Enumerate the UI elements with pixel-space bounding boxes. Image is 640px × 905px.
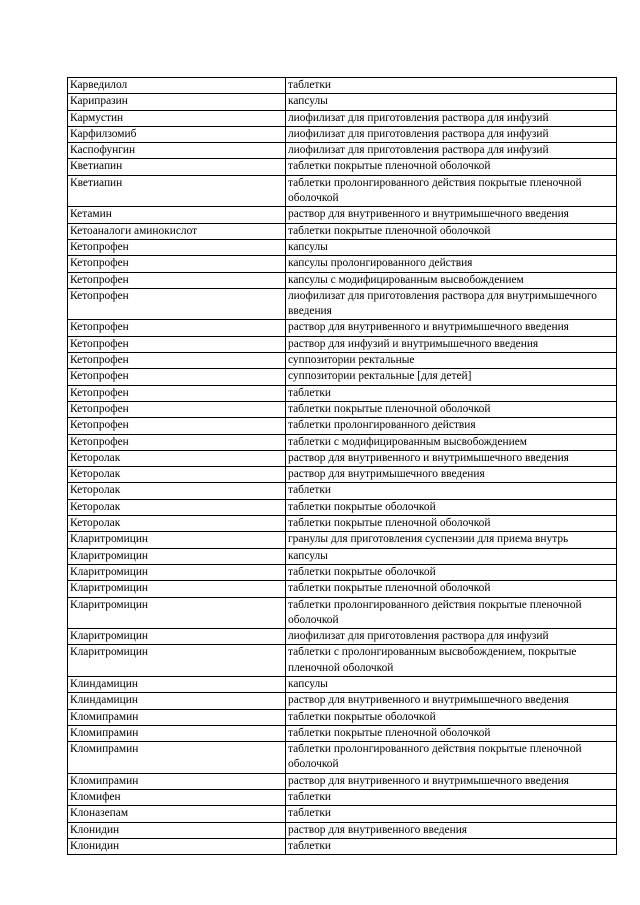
drug-name-cell: Кетамин	[68, 207, 286, 223]
drug-name-cell: Клиндамицин	[68, 693, 286, 709]
table-row	[68, 676, 617, 692]
table-row	[68, 223, 617, 239]
table-row	[68, 629, 617, 645]
drug-name-cell: Кетопрофен	[68, 336, 286, 352]
table-row	[68, 725, 617, 741]
drug-name-cell: Кларитромицин	[68, 532, 286, 548]
drug-name-cell: Кеторолак	[68, 499, 286, 515]
table-row	[68, 693, 617, 709]
dosage-form-cell: таблетки покрытые пленочной оболочкой	[286, 725, 617, 741]
dosage-form-cell: капсулы	[286, 239, 617, 255]
dosage-form-cell: таблетки	[286, 385, 617, 401]
dosage-form-cell: суппозитории ректальные	[286, 353, 617, 369]
drug-name-cell: Клонидин	[68, 822, 286, 838]
dosage-form-cell: лиофилизат для приготовления раствора для внутримышечного введения	[286, 288, 617, 320]
drug-name-cell: Кларитромицин	[68, 629, 286, 645]
table-row	[68, 256, 617, 272]
dosage-form-cell: таблетки с пролонгированным высвобождением, покрытые пленочной оболочкой	[286, 645, 617, 677]
table-row	[68, 742, 617, 774]
dosage-form-cell: таблетки пролонгированного действия покрытые пленочной оболочкой	[286, 175, 617, 207]
drug-name-cell: Кетопрофен	[68, 288, 286, 320]
dosage-form-cell: раствор для внутривенного и внутримышечного введения	[286, 320, 617, 336]
table-row	[68, 418, 617, 434]
table-row	[68, 320, 617, 336]
dosage-form-cell: таблетки покрытые оболочкой	[286, 499, 617, 515]
dosage-form-cell: гранулы для приготовления суспензии для приема внутрь	[286, 532, 617, 548]
dosage-form-cell: таблетки покрытые пленочной оболочкой	[286, 581, 617, 597]
table-row	[68, 288, 617, 320]
dosage-form-cell: таблетки пролонгированного действия покрытые пленочной оболочкой	[286, 597, 617, 629]
dosage-form-cell: капсулы	[286, 548, 617, 564]
dosage-form-cell: таблетки покрытые оболочкой	[286, 564, 617, 580]
table-row	[68, 126, 617, 142]
drug-name-cell: Кетопрофен	[68, 369, 286, 385]
table-row	[68, 175, 617, 207]
drug-name-cell: Кеторолак	[68, 467, 286, 483]
dosage-form-cell: лиофилизат для приготовления раствора для инфузий	[286, 126, 617, 142]
drug-name-cell: Кетопрофен	[68, 320, 286, 336]
dosage-form-cell: раствор для внутривенного и внутримышечного введения	[286, 693, 617, 709]
drug-name-cell: Кветиапин	[68, 159, 286, 175]
dosage-form-cell: таблетки покрытые пленочной оболочкой	[286, 223, 617, 239]
drug-name-cell: Клонидин	[68, 838, 286, 854]
drug-name-cell: Кломипрамин	[68, 742, 286, 774]
table-row	[68, 434, 617, 450]
drug-name-cell: Кетопрофен	[68, 239, 286, 255]
dosage-form-cell: таблетки	[286, 78, 617, 94]
dosage-form-cell: капсулы пролонгированного действия	[286, 256, 617, 272]
dosage-form-cell: таблетки покрытые пленочной оболочкой	[286, 159, 617, 175]
dosage-form-cell: таблетки покрытые оболочкой	[286, 709, 617, 725]
table-row	[68, 94, 617, 110]
dosage-form-cell: таблетки	[286, 838, 617, 854]
drug-name-cell: Кломифен	[68, 790, 286, 806]
drug-name-cell: Кетопрофен	[68, 418, 286, 434]
drug-name-cell: Каспофунгин	[68, 143, 286, 159]
table-row	[68, 385, 617, 401]
drug-name-cell: Кларитромицин	[68, 645, 286, 677]
dosage-form-cell: таблетки	[286, 790, 617, 806]
table-row	[68, 564, 617, 580]
table-row	[68, 143, 617, 159]
table-row	[68, 516, 617, 532]
dosage-form-cell: таблетки покрытые пленочной оболочкой	[286, 516, 617, 532]
drug-name-cell: Кеторолак	[68, 483, 286, 499]
drug-name-cell: Карфилзомиб	[68, 126, 286, 142]
table-row	[68, 110, 617, 126]
dosage-form-cell: таблетки покрытые пленочной оболочкой	[286, 401, 617, 417]
drug-name-cell: Кломипрамин	[68, 725, 286, 741]
drug-name-cell: Кетоаналоги аминокислот	[68, 223, 286, 239]
dosage-form-cell: раствор для внутривенного и внутримышечного введения	[286, 773, 617, 789]
dosage-form-cell: раствор для внутривенного и внутримышечного введения	[286, 450, 617, 466]
dosage-form-cell: капсулы	[286, 94, 617, 110]
dosage-form-cell: лиофилизат для приготовления раствора для инфузий	[286, 110, 617, 126]
table-row	[68, 838, 617, 854]
table-row	[68, 709, 617, 725]
drug-name-cell: Кетопрофен	[68, 353, 286, 369]
dosage-form-cell: таблетки	[286, 483, 617, 499]
dosage-form-cell: капсулы с модифицированным высвобождением	[286, 272, 617, 288]
drug-name-cell: Кетопрофен	[68, 256, 286, 272]
table-row	[68, 159, 617, 175]
drug-form-table	[67, 77, 617, 855]
drug-name-cell: Кетопрофен	[68, 385, 286, 401]
table-row	[68, 499, 617, 515]
dosage-form-cell: таблетки	[286, 806, 617, 822]
drug-name-cell: Кларитромицин	[68, 581, 286, 597]
drug-name-cell: Кетопрофен	[68, 272, 286, 288]
table-row	[68, 645, 617, 677]
dosage-form-cell: таблетки пролонгированного действия покрытые пленочной оболочкой	[286, 742, 617, 774]
drug-name-cell: Кеторолак	[68, 450, 286, 466]
drug-name-cell: Кломипрамин	[68, 773, 286, 789]
table-row	[68, 78, 617, 94]
dosage-form-cell: таблетки с модифицированным высвобождением	[286, 434, 617, 450]
table-row	[68, 790, 617, 806]
table-row	[68, 597, 617, 629]
drug-name-cell: Карведилол	[68, 78, 286, 94]
table-row	[68, 581, 617, 597]
drug-name-cell: Кветиапин	[68, 175, 286, 207]
table-row	[68, 822, 617, 838]
drug-name-cell: Клиндамицин	[68, 676, 286, 692]
dosage-form-cell: лиофилизат для приготовления раствора для инфузий	[286, 143, 617, 159]
table-row	[68, 272, 617, 288]
table-row	[68, 353, 617, 369]
table-row	[68, 773, 617, 789]
drug-name-cell: Кломипрамин	[68, 709, 286, 725]
dosage-form-cell: капсулы	[286, 676, 617, 692]
table-row	[68, 369, 617, 385]
table-row	[68, 483, 617, 499]
drug-name-cell: Кеторолак	[68, 516, 286, 532]
dosage-form-cell: раствор для внутривенного и внутримышечного введения	[286, 207, 617, 223]
drug-name-cell: Кларитромицин	[68, 597, 286, 629]
dosage-form-cell: раствор для внутримышечного введения	[286, 467, 617, 483]
dosage-form-cell: раствор для инфузий и внутримышечного введения	[286, 336, 617, 352]
drug-name-cell: Кларитромицин	[68, 548, 286, 564]
table-row	[68, 207, 617, 223]
drug-name-cell: Кетопрофен	[68, 434, 286, 450]
table-row	[68, 336, 617, 352]
drug-name-cell: Клоназепам	[68, 806, 286, 822]
drug-name-cell: Кетопрофен	[68, 401, 286, 417]
drug-name-cell: Карипразин	[68, 94, 286, 110]
drug-name-cell: Кларитромицин	[68, 564, 286, 580]
drug-name-cell: Кармустин	[68, 110, 286, 126]
table-row	[68, 467, 617, 483]
table-row	[68, 239, 617, 255]
table-row	[68, 450, 617, 466]
table-row	[68, 532, 617, 548]
dosage-form-cell: лиофилизат для приготовления раствора для инфузий	[286, 629, 617, 645]
dosage-form-cell: суппозитории ректальные [для детей]	[286, 369, 617, 385]
dosage-form-cell: таблетки пролонгированного действия	[286, 418, 617, 434]
dosage-form-cell: раствор для внутривенного введения	[286, 822, 617, 838]
table-body	[68, 78, 617, 855]
table-row	[68, 401, 617, 417]
table-row	[68, 548, 617, 564]
table-row	[68, 806, 617, 822]
